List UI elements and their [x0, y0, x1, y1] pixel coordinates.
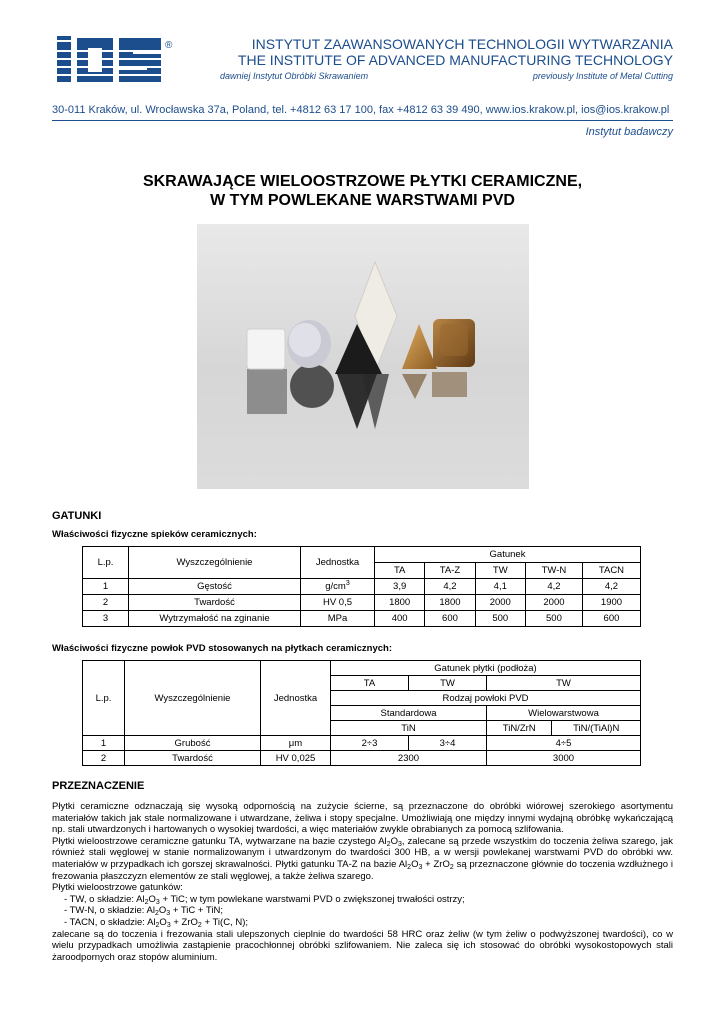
cell-value: 600: [582, 611, 640, 627]
header-description: Wyszczególnienie: [125, 661, 261, 736]
cell-value: 4,2: [525, 579, 582, 595]
cell-name: Wytrzymałość na zginanie: [129, 611, 301, 627]
purpose-paragraph-3: Płytki wieloostrzowe gatunków:: [52, 882, 183, 894]
cell-value: 2300: [331, 751, 487, 766]
subscript: 2: [197, 921, 202, 929]
subscript: 2: [386, 840, 391, 848]
purpose-body: [52, 801, 673, 963]
cell-value: 4,2: [582, 579, 640, 595]
subscript: 3: [155, 898, 160, 906]
former-name-pl: dawniej Instytut Obróbki Skrawaniem: [220, 71, 369, 81]
header-unit: Jednostka: [261, 661, 331, 736]
text-run: O: [411, 858, 419, 870]
text-run: , zalecane są przede wszystkim do toczenia żeliwa szarego, jak również stali węglowej w stanie normalizowanym i utwardzonym do twardości 300 HB, a w wersji powlekanej warstwami PVD do obróbki ww. materiałów w przypadkach ich gorszej skrawalności. Płytki gatunku TA-Z na bazie Al: [52, 835, 673, 870]
text-run: - TACN, o składzie: Al: [64, 916, 156, 928]
cell-value: 4,1: [475, 579, 525, 595]
text-run: + Ti(C, N);: [201, 916, 248, 928]
subscript: 3: [418, 863, 423, 871]
coating-standard: Standardowa: [331, 706, 487, 721]
cell-value: 500: [525, 611, 582, 627]
cell-unit: μm: [261, 736, 331, 751]
coating-tin-tialn: TiN/(TiAl)N: [552, 721, 641, 736]
coating-multilayer: Wielowarstwowa: [487, 706, 641, 721]
former-name-en: previously Institute of Metal Cutting: [532, 71, 673, 81]
cell-unit: HV 0,5: [301, 595, 375, 611]
substrate-tw: TW: [487, 676, 641, 691]
registered-mark: ®: [165, 40, 173, 51]
cell-value: 3÷4: [409, 736, 487, 751]
text-run: są przeznaczone głównie do toczenia wzdłużnego i frezowania płaszczyzn elementów ze stali węglowej, a także żeliwa szarego.: [52, 858, 673, 882]
purpose-heading: PRZEZNACZENIE: [52, 780, 145, 792]
cell-name: Twardość: [125, 751, 261, 766]
header-divider: [52, 120, 673, 121]
cell-value: 1800: [425, 595, 475, 611]
cell-value: 3000: [487, 751, 641, 766]
subscript: 3: [166, 910, 171, 918]
ceramic-properties-table: [82, 546, 641, 627]
subscript: 2: [449, 863, 454, 871]
table-row: [83, 736, 641, 751]
grade-tw-n: TW-N: [525, 563, 582, 579]
header-grade: Gatunek: [375, 547, 641, 563]
cell-value: 500: [475, 611, 525, 627]
cell-value: 2000: [475, 595, 525, 611]
unit-text: g/cm: [325, 581, 346, 592]
table1-caption: Właściwości fizyczne spieków ceramicznych:: [52, 529, 257, 540]
ceramic-inserts-photo: [197, 224, 529, 489]
cell-lp: 3: [83, 611, 129, 627]
subscript: 3: [397, 840, 402, 848]
cell-value: 600: [425, 611, 475, 627]
table-row: [83, 611, 641, 627]
grade-tacn: TACN: [582, 563, 640, 579]
text-run: O: [159, 916, 167, 928]
pvd-coating-table: [82, 660, 641, 766]
text-run: + ZrO: [170, 916, 198, 928]
subscript: 2: [154, 910, 159, 918]
text-run: O: [390, 835, 398, 847]
cell-value: 2÷3: [331, 736, 409, 751]
text-run: Płytki wieloostrzowe ceramiczne gatunku TA, wytwarzane na bazie czystego Al: [52, 835, 387, 847]
title-line-1: SKRAWAJĄCE WIELOOSTRZOWE PŁYTKI CERAMICZNE,: [142, 173, 583, 190]
header-lp: L.p.: [83, 547, 129, 579]
list-item: [52, 905, 673, 917]
purpose-paragraph-2: [52, 836, 673, 882]
title-line-2: W TYM POWLEKANE WARSTWAMI PVD: [210, 192, 515, 209]
header-unit: Jednostka: [301, 547, 375, 579]
research-institute-label: Instytut badawczy: [585, 126, 673, 138]
list-item: [52, 894, 673, 906]
document-title: [52, 172, 673, 210]
cell-value: 2000: [525, 595, 582, 611]
subscript: 2: [155, 921, 160, 929]
cell-unit: MPa: [301, 611, 375, 627]
contact-address: 30-011 Kraków, ul. Wrocławska 37a, Poland, tel. +4812 63 17 100, fax +4812 63 39 490, www.ios.krakow.pl, ios@ios.krakow.pl: [52, 104, 670, 116]
cell-name: Gęstość: [129, 579, 301, 595]
text-run: - TW, o składzie: Al: [64, 893, 145, 905]
cell-lp: 2: [83, 595, 129, 611]
table-row: [83, 579, 641, 595]
text-run: + ZrO: [422, 858, 450, 870]
unit-superscript: 3: [345, 580, 350, 587]
cell-value: 4÷5: [487, 736, 641, 751]
header-lp: L.p.: [83, 661, 125, 736]
table-row: [83, 751, 641, 766]
table2-caption: Właściwości fizyczne powłok PVD stosowanych na płytkach ceramicznych:: [52, 643, 392, 654]
header-coating-type: Rodzaj powłoki PVD: [331, 691, 641, 706]
cell-value: 1900: [582, 595, 640, 611]
text-run: O: [148, 893, 156, 905]
cell-name: Grubość: [125, 736, 261, 751]
cell-value: 1800: [375, 595, 425, 611]
header-description: Wyszczególnienie: [129, 547, 301, 579]
subscript: 2: [407, 863, 412, 871]
cell-lp: 2: [83, 751, 125, 766]
cell-unit: HV 0,025: [261, 751, 331, 766]
institute-name-en: THE INSTITUTE OF ADVANCED MANUFACTURING TECHNOLOGY: [237, 52, 673, 68]
cell-unit: [301, 579, 375, 595]
coating-tin-zrn: TiN/ZrN: [487, 721, 552, 736]
coating-tin: TiN: [331, 721, 487, 736]
cell-lp: 1: [83, 579, 129, 595]
cell-value: 4,2: [425, 579, 475, 595]
grade-ta: TA: [375, 563, 425, 579]
purpose-paragraph-4: zalecane są do toczenia i frezowania stali ulepszonych cieplnie do twardości 58 HRC oraz żeliw (w tym żeliw o podwyższonej twardości), co w wielu przypadkach umożliwia zastąpienie pracochłonnej obróbki szlifowaniem. Nie zaleca się ich stosować do obróbki wysokostopowych stali żaroodpornych oraz stopów aluminium.: [52, 928, 673, 963]
table-header-row: [83, 661, 641, 676]
ios-logo: [57, 36, 179, 82]
grades-heading: GATUNKI: [52, 510, 102, 522]
cell-value: 400: [375, 611, 425, 627]
grade-tw: TW: [475, 563, 525, 579]
grade-ta-z: TA-Z: [425, 563, 475, 579]
purpose-paragraph-1: Płytki ceramiczne odznaczają się wysoką odpornością na zużycie ścierne, są przeznaczone do obróbki wiórowej szerokiego asortymentu materiałów takich jak stale normalizowane i utwardzane, żeliwa i stopy specjalne. Umożliwiają one między innymi wydajną obróbkę wykańczającą np. stali utwardzonych i hartowanych o wysokiej twardości, a więc materiałów zwykle obrabianych za pomocą szlifowania.: [52, 801, 673, 836]
table-header-row: [83, 547, 641, 563]
text-run: + TiC + TiN;: [170, 905, 223, 917]
table-row: [83, 595, 641, 611]
substrate-tw: TW: [409, 676, 487, 691]
header-substrate: Gatunek płytki (podłoża): [331, 661, 641, 676]
list-item: [52, 917, 673, 929]
cell-value: 3,9: [375, 579, 425, 595]
substrate-ta: TA: [331, 676, 409, 691]
text-run: - TW-N, o składzie: Al: [64, 905, 155, 917]
text-run: + TiC; w tym powlekane warstwami PVD o zwiększonej trwałości ostrzy;: [159, 893, 465, 905]
cell-name: Twardość: [129, 595, 301, 611]
institute-name-pl: INSTYTUT ZAAWANSOWANYCH TECHNOLOGII WYTWARZANIA: [251, 36, 673, 52]
text-run: O: [158, 905, 167, 917]
subscript: 2: [144, 898, 149, 906]
cell-lp: 1: [83, 736, 125, 751]
subscript: 3: [166, 921, 171, 929]
